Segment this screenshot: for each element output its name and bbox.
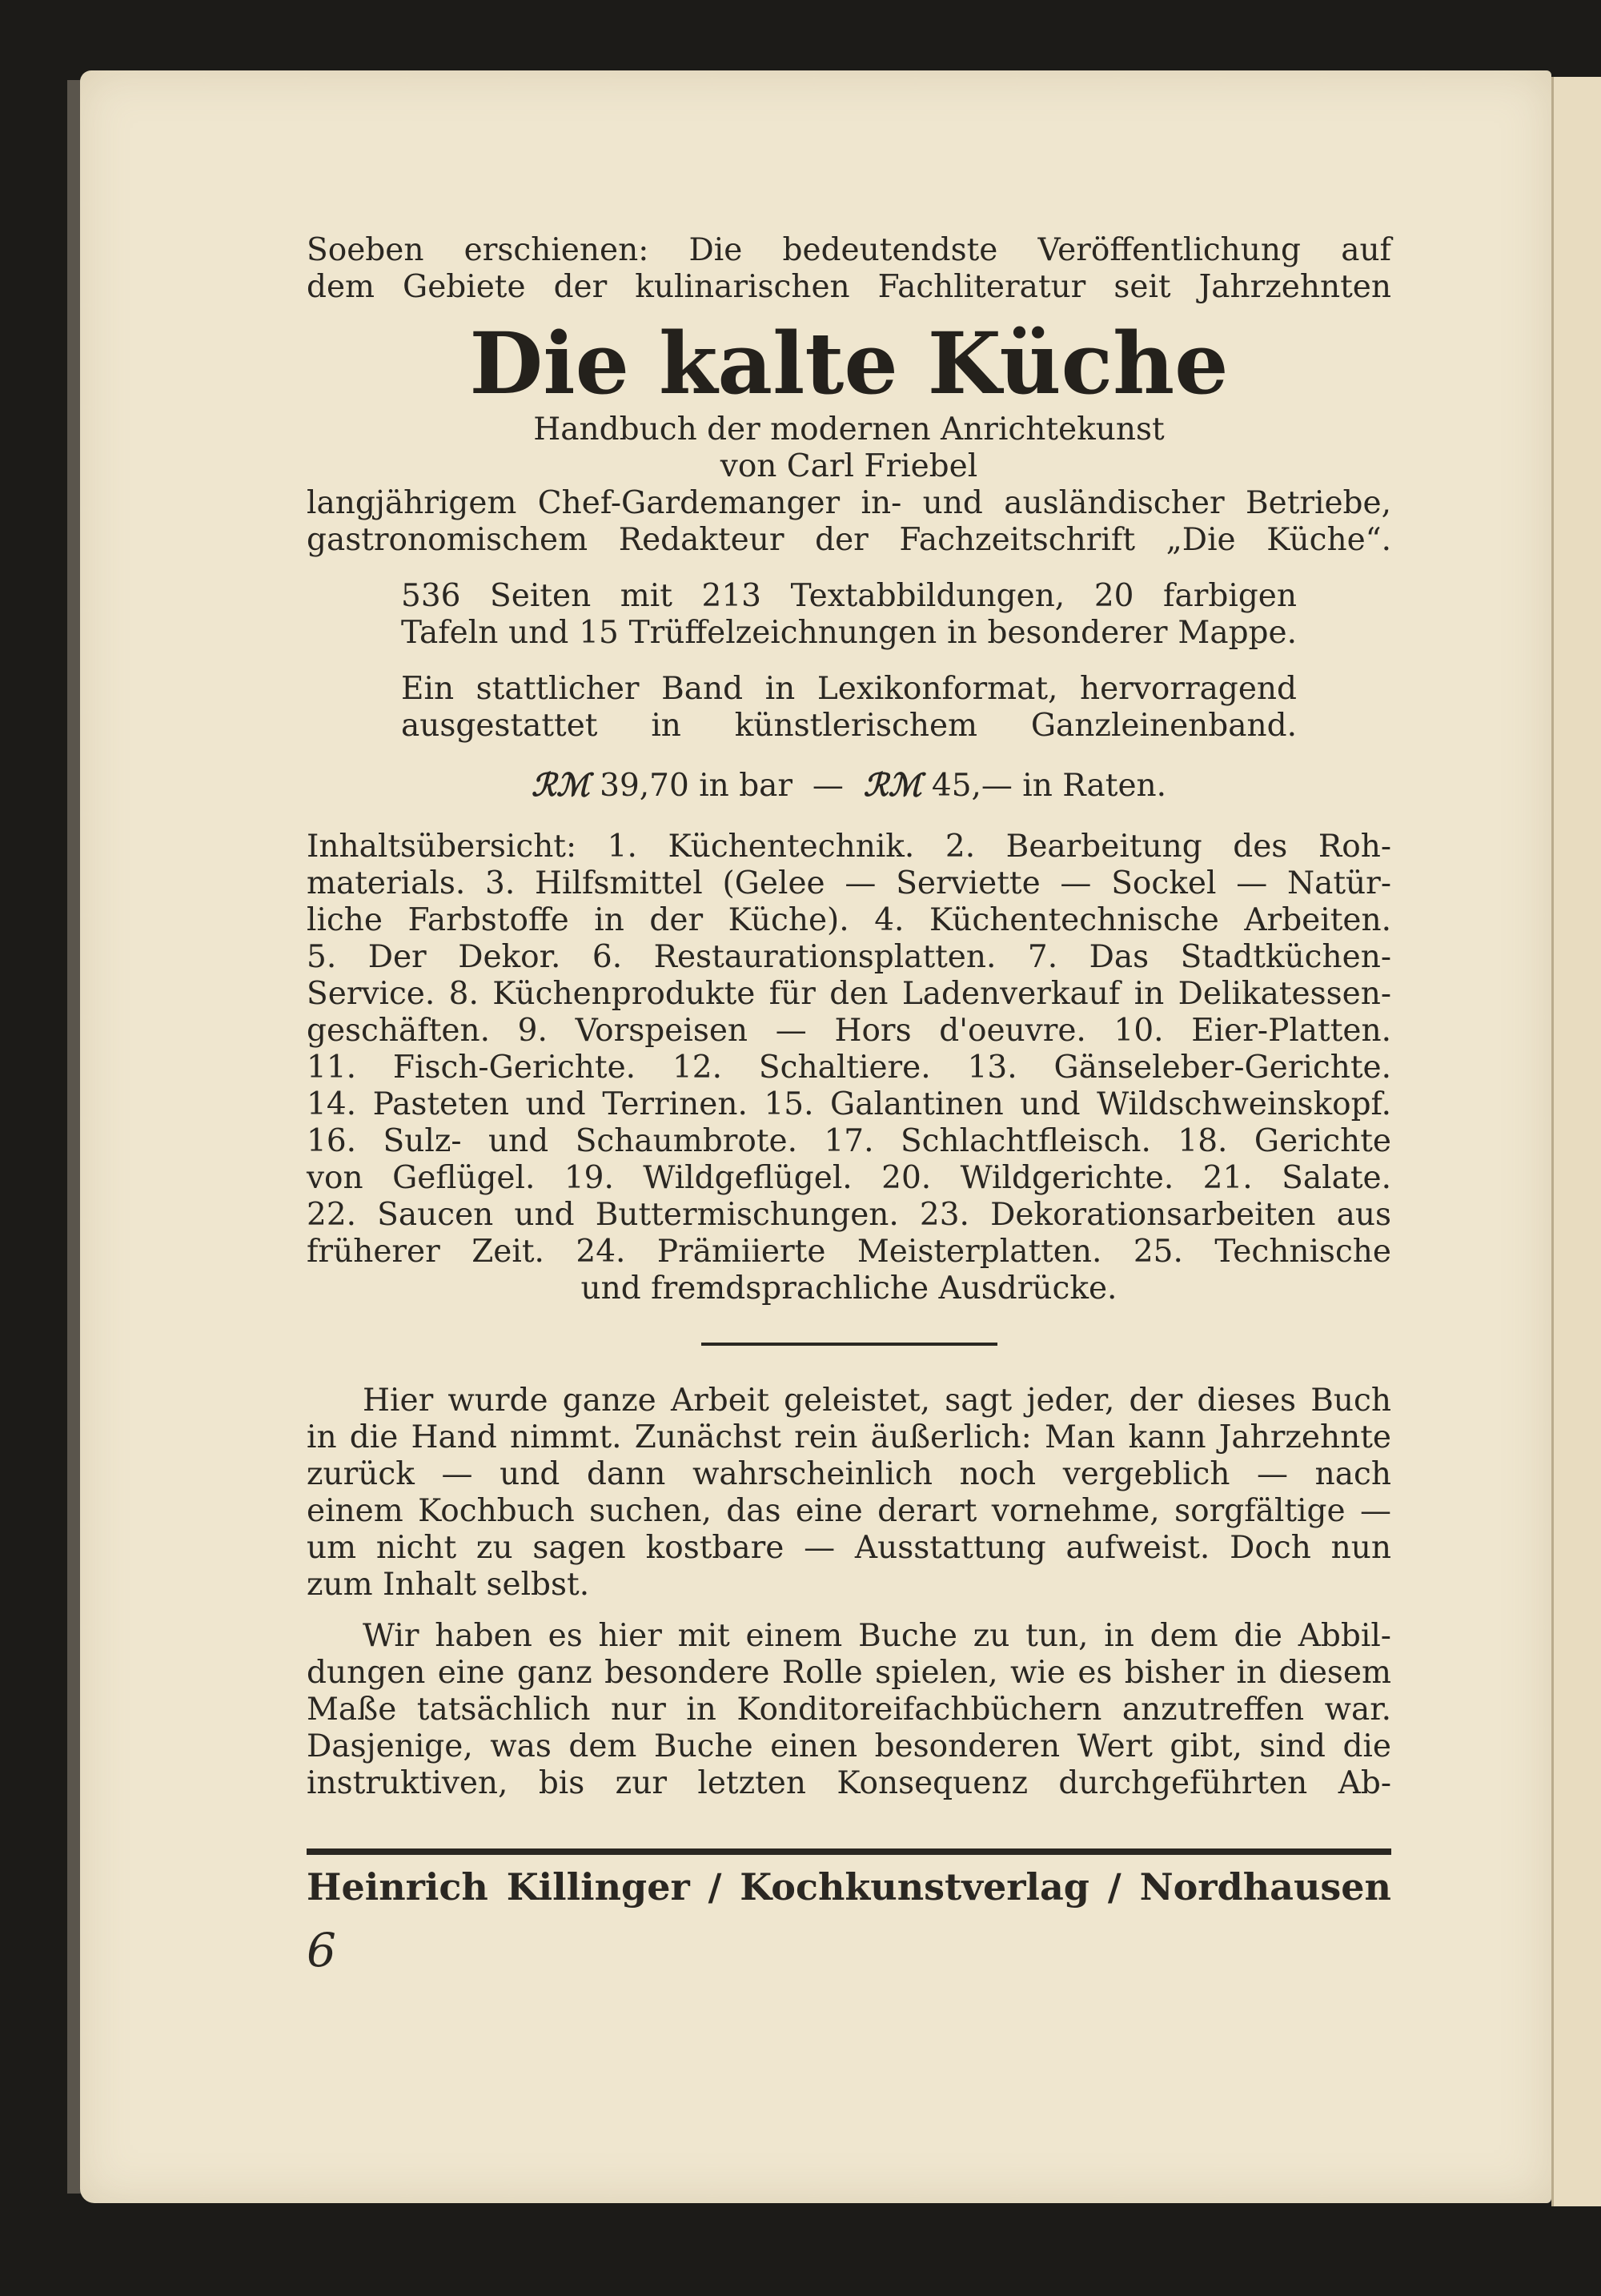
toc-line: 22. Saucen und Buttermischungen. 23. Dekorationsarbeiten aus: [307, 1197, 1391, 1233]
book-binding: [307, 671, 1391, 745]
page-number: 6: [307, 1923, 336, 1977]
review-line: Dasjenige, was dem Buche einen besonderen Wert gibt, sind die: [307, 1728, 1391, 1764]
announcement-line: dem Gebiete der kulinarischen Fachliteratur seit Jahrzehnten: [307, 269, 1391, 305]
announcement: [307, 232, 1391, 306]
toc-line: geschäften. 9. Vorspeisen — Hors d'oeuvre. 10. Eier-Platten.: [307, 1013, 1391, 1049]
toc-line: und fremdsprachliche Ausdrücke.: [580, 1270, 1117, 1307]
review-line: Maße tatsächlich nur in Konditoreifachbüchern anzutreffen war.: [307, 1692, 1391, 1728]
review-line: instruktiven, bis zur letzten Konsequenz durchgeführten Ab-: [307, 1765, 1391, 1801]
book-specs: [307, 578, 1391, 652]
toc-line: 11. Fisch-Gerichte. 12. Schaltiere. 13. Gänseleber-Gerichte.: [307, 1050, 1391, 1086]
toc-line: früherer Zeit. 24. Prämiierte Meisterplatten. 25. Technische: [307, 1234, 1391, 1270]
price-separator: —: [812, 768, 844, 804]
specs-line: 536 Seiten mit 213 Textabbildungen, 20 farbigen: [401, 578, 1297, 614]
review-line: Hier wurde ganze Arbeit geleistet, sagt jeder, der dieses Buch: [363, 1383, 1391, 1419]
binding-line: ausgestattet in künstlerischem Ganzleinenband.: [401, 708, 1297, 744]
footer-rule: [307, 1848, 1391, 1855]
review-line: zum Inhalt selbst.: [307, 1567, 590, 1603]
toc-line: materials. 3. Hilfsmittel (Gelee — Serviette — Sockel — Natür-: [307, 865, 1391, 901]
section-divider: [701, 1343, 997, 1346]
book-author: von Carl Friebel: [720, 448, 978, 484]
toc-line: von Geflügel. 19. Wildgeflügel. 20. Wildgerichte. 21. Salate.: [307, 1160, 1391, 1196]
next-page-edge: [1551, 77, 1601, 2206]
review-line: zurück — und dann wahrscheinlich noch vergeblich — nach: [307, 1456, 1391, 1492]
review-line: in die Hand nimmt. Zunächst rein äußerlich: Man kann Jahrzehnte: [307, 1419, 1391, 1455]
author-description-line: langjährigem Chef-Gardemanger in- und ausländischer Betriebe,: [307, 485, 1391, 521]
author-description-line: gastronomischem Redakteur der Fachzeitschrift „Die Küche“.: [307, 522, 1391, 558]
specs-line: Tafeln und 15 Trüffelzeichnungen in besonderer Mappe.: [401, 615, 1297, 651]
binding-line: Ein stattlicher Band in Lexikonformat, hervorragend: [401, 671, 1297, 707]
review-paragraph-2: [307, 1618, 1391, 1802]
review-paragraph-1: [307, 1383, 1391, 1604]
book-title: Die kalte Küche: [469, 313, 1229, 413]
toc-line: 5. Der Dekor. 6. Restaurationsplatten. 7. Das Stadtküchen-: [307, 939, 1391, 975]
toc-line: Inhaltsübersicht: 1. Küchentechnik. 2. Bearbeitung des Roh-: [307, 829, 1391, 865]
currency-symbol: ℛℳ: [531, 767, 590, 804]
review-line: dungen eine ganz besondere Rolle spielen, wie es bisher in diesem: [307, 1655, 1391, 1691]
page-content: [307, 232, 1391, 1978]
table-of-contents: [307, 829, 1391, 1307]
price-line: [307, 767, 1391, 805]
toc-line: 14. Pasteten und Terrinen. 15. Galantinen und Wildschweinskopf.: [307, 1086, 1391, 1122]
book-page: [80, 70, 1551, 2203]
review-line: um nicht zu sagen kostbare — Ausstattung aufweist. Doch nun: [307, 1530, 1391, 1566]
publisher-line: Heinrich Killinger / Kochkunstverlag / Nordhausen: [307, 1865, 1391, 1909]
toc-line: 16. Sulz- und Schaumbrote. 17. Schlachtfleisch. 18. Gerichte: [307, 1123, 1391, 1159]
price-installments: 45,— in Raten.: [931, 768, 1167, 804]
announcement-line: Soeben erschienen: Die bedeutendste Veröffentlichung auf: [307, 232, 1391, 268]
currency-symbol: ℛℳ: [863, 767, 922, 804]
review-line: einem Kochbuch suchen, das eine derart vornehme, sorgfältige —: [307, 1493, 1391, 1529]
book-subtitle: Handbuch der modernen Anrichtekunst: [533, 411, 1165, 448]
toc-line: Service. 8. Küchenprodukte für den Ladenverkauf in Delikatessen-: [307, 976, 1391, 1012]
price-cash: 39,70 in bar: [600, 768, 793, 804]
review-line: Wir haben es hier mit einem Buche zu tun, in dem die Abbil-: [363, 1618, 1391, 1654]
toc-line: liche Farbstoffe in der Küche). 4. Küchentechnische Arbeiten.: [307, 902, 1391, 938]
